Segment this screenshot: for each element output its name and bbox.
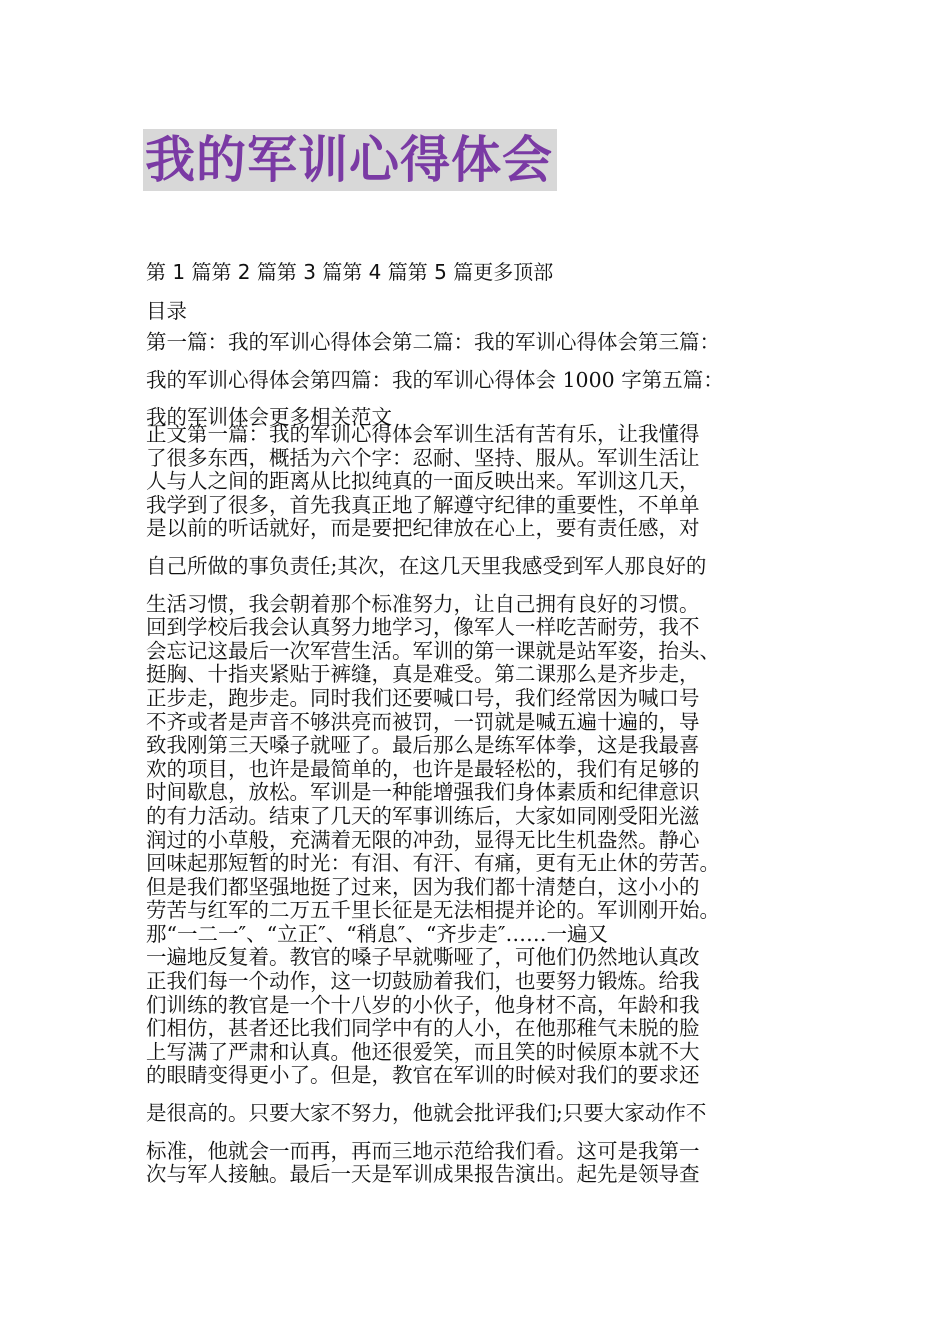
body-line: 上写满了严肃和认真。他还很爱笑，而且笑的时候原本就不大 [146, 1039, 700, 1064]
title-container [143, 129, 557, 191]
toc-heading: 目录 [146, 299, 187, 323]
toc-line: 我的军训体会更多相关范文 [146, 405, 392, 429]
body-line: 的有力活动。结束了几天的军事训练后，大家如同刚受阳光滋 [146, 803, 700, 828]
body-line: 会忘记这最后一次军营生活。军训的第一课就是站军姿，抬头、 [146, 638, 720, 663]
body-text [146, 423, 836, 1187]
body-line: 生活习惯，我会朝着那个标准努力，让自己拥有良好的习惯。 [146, 591, 700, 616]
body-line: 了很多东西，概括为六个字：忍耐、坚持、服从。军训生活让 [146, 445, 700, 470]
body-line: 劳苦与红军的二万五千里长征是无法相提并论的。军训刚开始。 [146, 898, 720, 923]
body-line: 我学到了很多，首先我真正地了解遵守纪律的重要性，不单单 [146, 492, 700, 517]
body-line: 时间歇息，放松。军训是一种能增强我们身体素质和纪律意识 [146, 780, 700, 805]
toc-heading-block [146, 297, 836, 325]
body-line: 正步走，跑步走。同时我们还要喊口号，我们经常因为喊口号 [146, 685, 700, 710]
body-line: 回到学校后我会认真努力地学习，像军人一样吃苦耐劳，我不 [146, 615, 700, 640]
document-title: 我的军训心得体会 [143, 129, 557, 191]
body-line: 不齐或者是声音不够洪亮而被罚，一罚就是喊五遍十遍的，导 [146, 709, 700, 734]
body-line: 们相仿，甚者还比我们同学中有的人小，在他那稚气未脱的脸 [146, 1016, 700, 1041]
body-line: 们训练的教官是一个十八岁的小伙子，他身材不高，年龄和我 [146, 992, 700, 1017]
body-line: 正文第一篇：我的军训心得体会军训生活有苦有乐，让我懂得 [146, 422, 700, 446]
body-line: 致我刚第三天嗓子就哑了。最后那么是练军体拳，这是我最喜 [146, 733, 700, 758]
body-line: 但是我们都坚强地挺了过来，因为我们都十清楚白，这小小的 [146, 874, 700, 899]
toc-line: 第一篇：我的军训心得体会第二篇：我的军训心得体会第三篇： [146, 330, 720, 354]
body-line: 的眼睛变得更小了。但是，教官在军训的时候对我们的要求还 [146, 1063, 700, 1088]
body-line: 润过的小草般，充满着无限的冲劲，显得无比生机盎然。静心 [146, 827, 700, 852]
body-line: 回味起那短暂的时光：有泪、有汗、有痛，更有无止休的劳苦。 [146, 851, 720, 876]
body-line: 是以前的听话就好，而是要把纪律放在心上，要有责任感，对 [146, 516, 700, 541]
body-line: 挺胸、十指夹紧贴于裤缝，真是难受。第二课那么是齐步走， [146, 662, 700, 687]
body-line: 那“一二一″、“立正″、“稍息″、“齐步走″……一遍又 [146, 921, 609, 946]
toc-line: 我的军训心得体会第四篇：我的军训心得体会 1000 字第五篇： [146, 368, 724, 392]
table-of-contents [146, 323, 836, 431]
body-line: 一遍地反复着。教官的嗓子早就嘶哑了，可他们仍然地认真改 [146, 945, 700, 970]
body-line: 标准，他就会一而再，再而三地示范给我们看。这可是我第一 [146, 1138, 700, 1163]
body-line: 次与军人接触。最后一天是军训成果报告演出。起先是领导查 [146, 1162, 700, 1187]
body-line: 正我们每一个动作，这一切鼓励着我们，也要努力锻炼。给我 [146, 969, 700, 994]
body-line: 欢的项目，也许是最简单的，也许是最轻松的，我们有足够的 [146, 756, 700, 781]
body-line: 人与人之间的距离从比拟纯真的一面反映出来。军训这几天， [146, 469, 700, 494]
chapter-nav-line: 第 1 篇第 2 篇第 3 篇第 4 篇第 5 篇更多顶部 [146, 260, 554, 284]
body-line: 自己所做的事负责任;其次，在这几天里我感受到军人那良好的 [146, 553, 707, 578]
body-line: 是很高的。只要大家不努力，他就会批评我们;只要大家动作不 [146, 1101, 707, 1126]
